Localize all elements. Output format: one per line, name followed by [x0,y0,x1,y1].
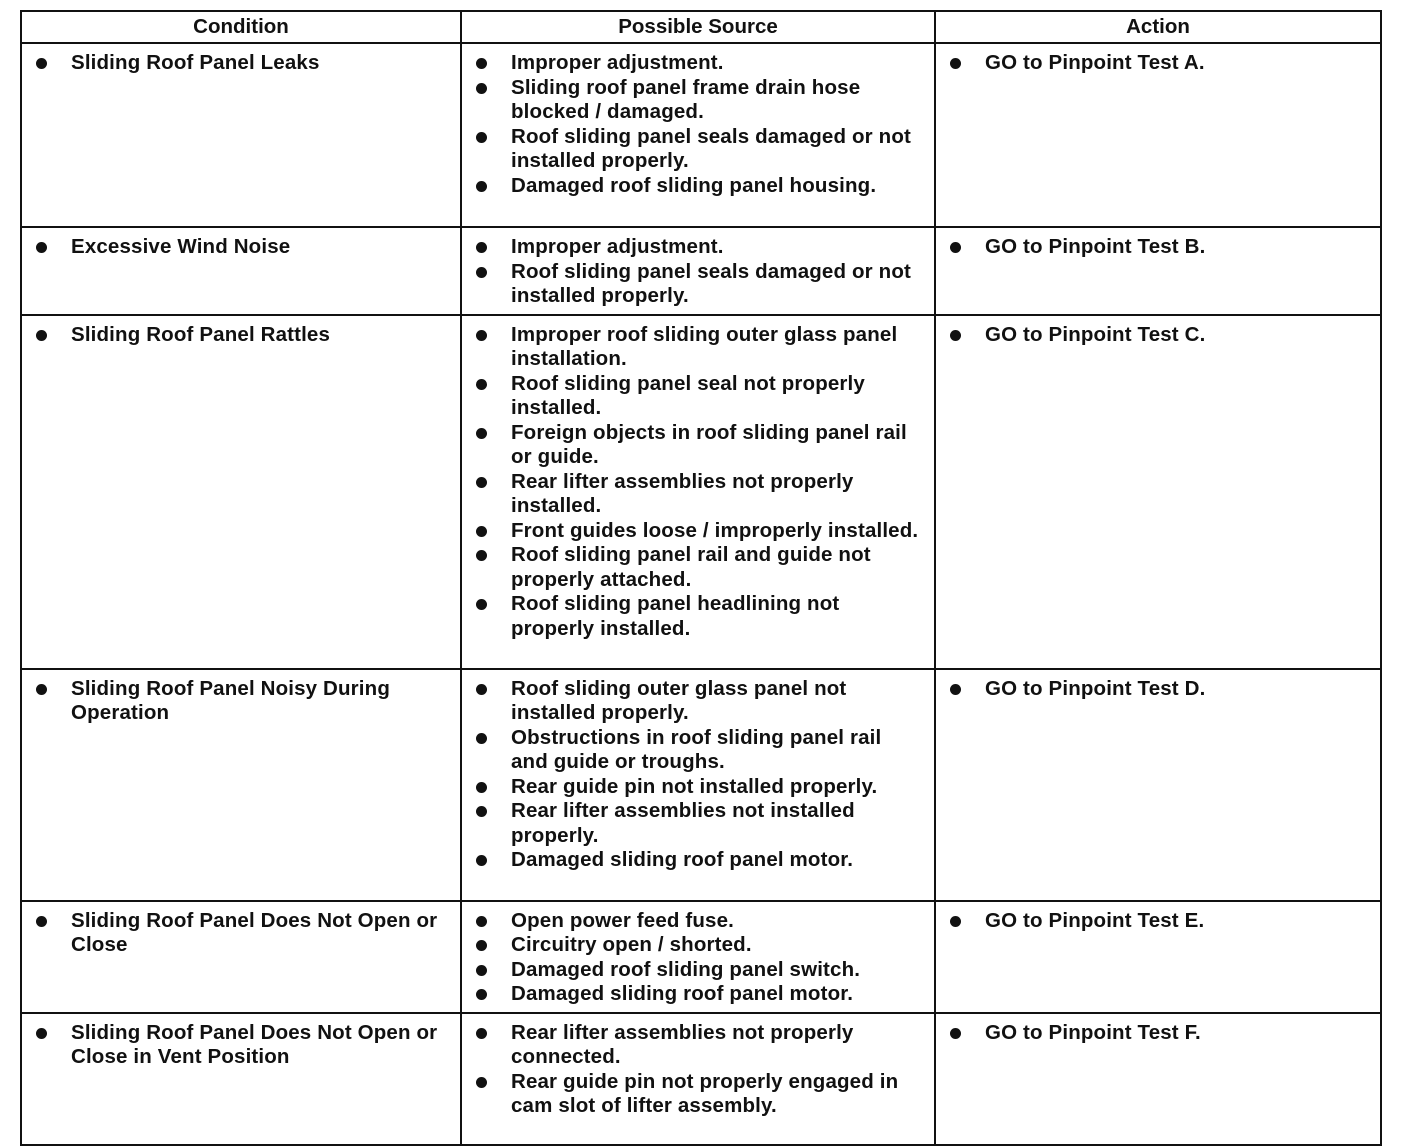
action-text: GO to Pinpoint Test F. [948,1021,1370,1046]
source-item: Circuitry open / shorted. [474,933,924,958]
action-cell [935,315,1381,669]
condition-header: Condition [21,11,461,43]
table-row [21,901,1381,1013]
possible-source-header: Possible Source [461,11,935,43]
source-item: Roof sliding panel seal not properly installed. [474,372,924,421]
action-cell [935,1013,1381,1145]
source-item: Damaged roof sliding panel switch. [474,958,924,983]
source-item: Foreign objects in roof sliding panel rail or guide. [474,421,924,470]
header-row [21,11,1381,43]
condition-cell [21,669,461,901]
source-item: Improper roof sliding outer glass panel installation. [474,323,924,372]
source-cell [461,315,935,669]
source-item: Rear guide pin not installed properly. [474,775,924,800]
condition-text: Sliding Roof Panel Does Not Open or Close in Vent Position [34,1021,450,1070]
source-item: Front guides loose / improperly installed. [474,519,924,544]
source-item: Open power feed fuse. [474,909,924,934]
action-cell [935,901,1381,1013]
source-item: Roof sliding panel headlining not properly installed. [474,592,924,641]
source-cell [461,43,935,227]
source-item: Sliding roof panel frame drain hose blocked / damaged. [474,76,924,125]
source-item: Damaged sliding roof panel motor. [474,848,924,873]
condition-text: Sliding Roof Panel Leaks [34,51,450,76]
action-text: GO to Pinpoint Test B. [948,235,1370,260]
diagnosis-table [20,10,1382,1146]
condition-text: Sliding Roof Panel Noisy During Operation [34,677,450,726]
action-cell [935,227,1381,315]
source-item: Rear lifter assemblies not installed properly. [474,799,924,848]
action-text: GO to Pinpoint Test D. [948,677,1370,702]
table-row [21,669,1381,901]
source-item: Roof sliding panel seals damaged or not installed properly. [474,125,924,174]
condition-text: Excessive Wind Noise [34,235,450,260]
condition-cell [21,315,461,669]
action-text: GO to Pinpoint Test C. [948,323,1370,348]
source-item: Obstructions in roof sliding panel rail and guide or troughs. [474,726,924,775]
table-row [21,1013,1381,1145]
source-item: Roof sliding outer glass panel not installed properly. [474,677,924,726]
source-item: Improper adjustment. [474,235,924,260]
table-row [21,227,1381,315]
condition-cell [21,43,461,227]
source-cell [461,1013,935,1145]
source-cell [461,901,935,1013]
source-item: Rear lifter assemblies not properly connected. [474,1021,924,1070]
action-header: Action [935,11,1381,43]
action-cell [935,669,1381,901]
source-cell [461,669,935,901]
source-item: Roof sliding panel seals damaged or not installed properly. [474,260,924,309]
condition-cell [21,901,461,1013]
source-item: Rear lifter assemblies not properly installed. [474,470,924,519]
source-item: Damaged roof sliding panel housing. [474,174,924,199]
condition-cell [21,227,461,315]
condition-cell [21,1013,461,1145]
source-item: Improper adjustment. [474,51,924,76]
action-cell [935,43,1381,227]
action-text: GO to Pinpoint Test A. [948,51,1370,76]
table-row [21,43,1381,227]
source-item: Rear guide pin not properly engaged in cam slot of lifter assembly. [474,1070,924,1119]
condition-text: Sliding Roof Panel Does Not Open or Close [34,909,450,958]
source-cell [461,227,935,315]
source-item: Damaged sliding roof panel motor. [474,982,924,1007]
table-row [21,315,1381,669]
source-item: Roof sliding panel rail and guide not properly attached. [474,543,924,592]
condition-text: Sliding Roof Panel Rattles [34,323,450,348]
action-text: GO to Pinpoint Test E. [948,909,1370,934]
